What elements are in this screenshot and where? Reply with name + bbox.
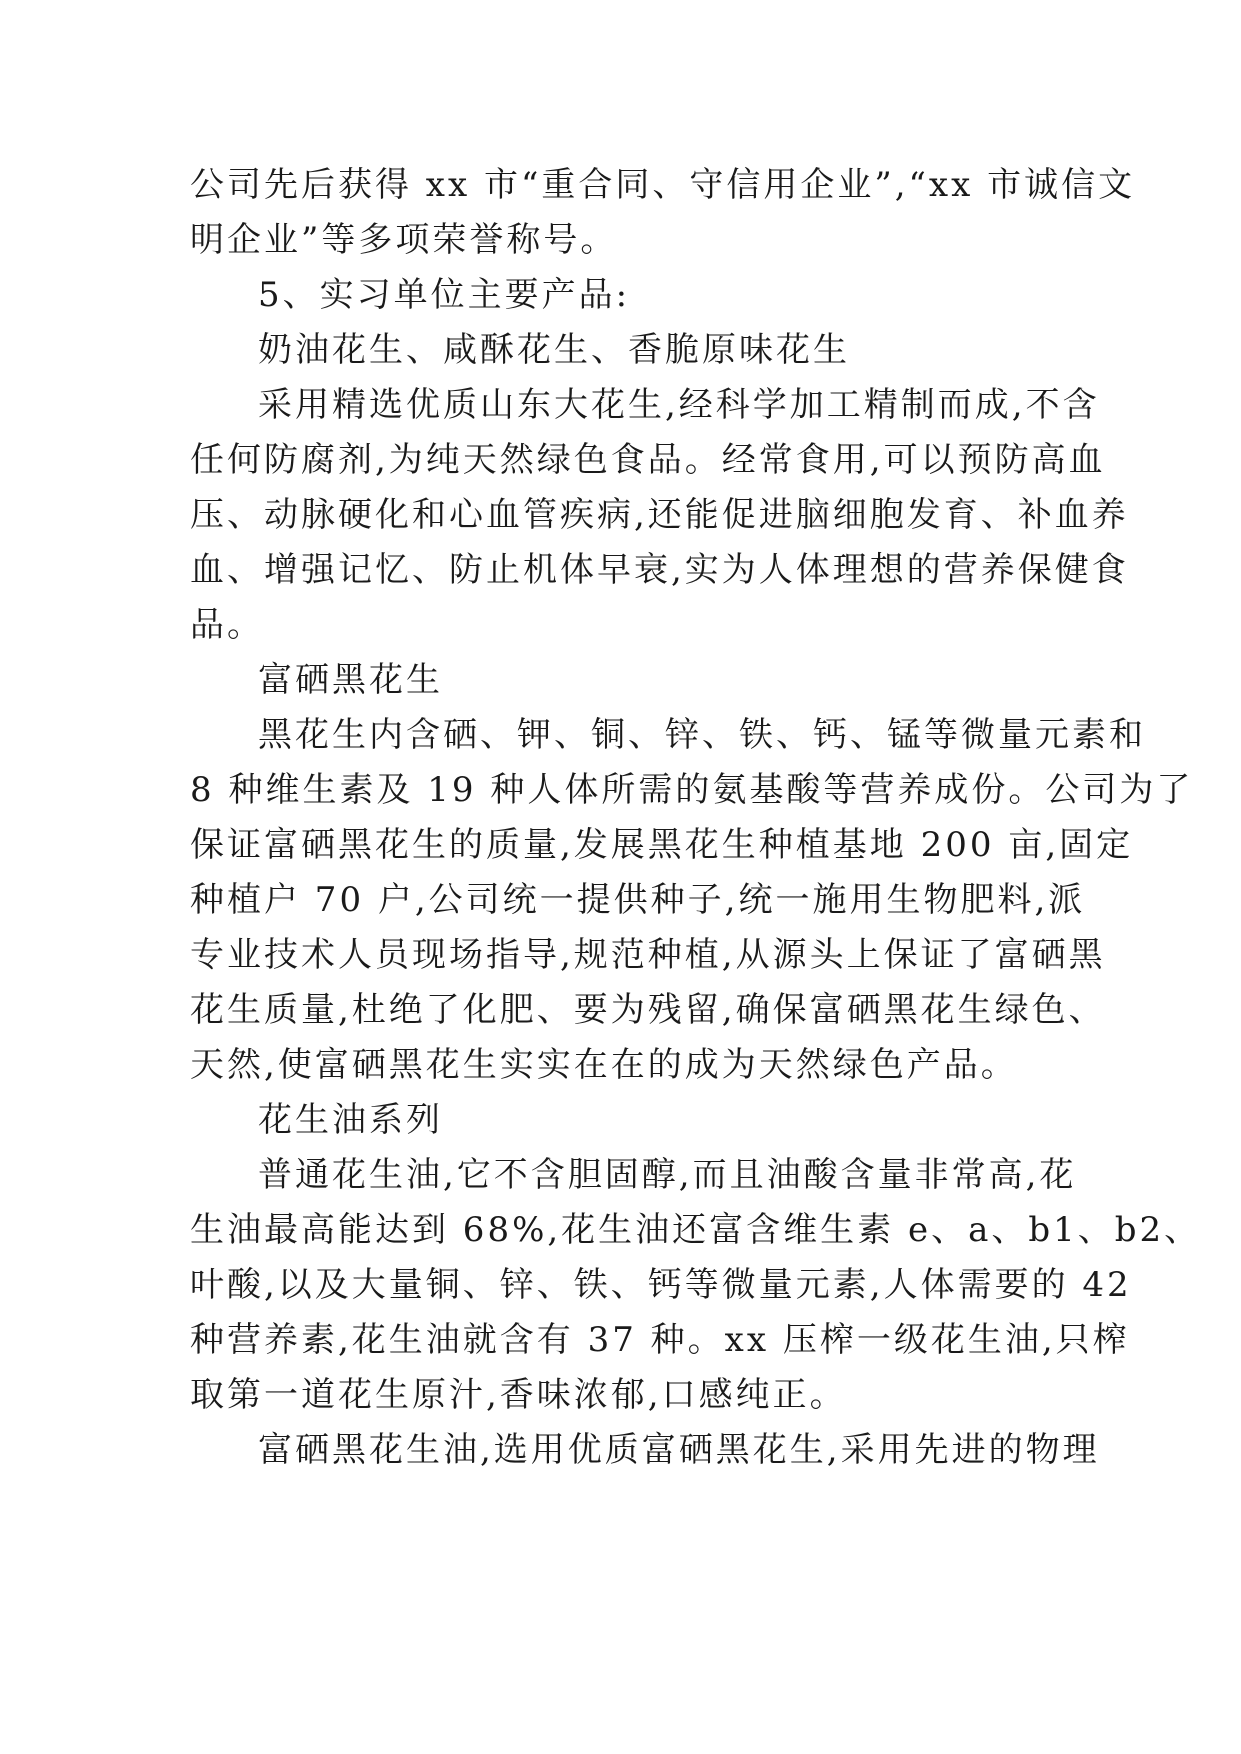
text-line — [0, 760, 1241, 820]
line-text: 富硒黑花生油,选用优质富硒黑花生,采用先进的物理 — [258, 1430, 1100, 1470]
text-line — [0, 1145, 1241, 1205]
text-line — [0, 485, 1241, 545]
text-line — [0, 1365, 1241, 1425]
line-text: 8 种维生素及 19 种人体所需的氨基酸等营养成份。公司为了 — [190, 770, 1194, 810]
text-line — [0, 815, 1241, 875]
line-text: 采用精选优质山东大花生,经科学加工精制而成,不含 — [258, 385, 1100, 425]
text-line — [0, 1035, 1241, 1095]
line-text: 明企业”等多项荣誉称号。 — [190, 220, 618, 260]
text-line — [0, 1090, 1241, 1150]
line-text: 黑花生内含硒、钾、铜、锌、铁、钙、锰等微量元素和 — [258, 715, 1146, 755]
line-text: 叶酸,以及大量铜、锌、铁、钙等微量元素,人体需要的 42 — [190, 1265, 1132, 1305]
text-line — [0, 1420, 1241, 1480]
text-line — [0, 210, 1241, 270]
text-line — [0, 705, 1241, 765]
text-line — [0, 870, 1241, 930]
text-line — [0, 1200, 1241, 1260]
text-line — [0, 430, 1241, 490]
line-text: 奶油花生、咸酥花生、香脆原味花生 — [258, 330, 850, 370]
line-text: 生油最高能达到 68%,花生油还富含维生素 e、a、b1、b2、 — [190, 1210, 1202, 1250]
text-line — [0, 650, 1241, 710]
line-text: 血、增强记忆、防止机体早衰,实为人体理想的营养保健食 — [190, 550, 1129, 590]
text-line — [0, 155, 1241, 215]
line-text: 种营养素,花生油就含有 37 种。xx 压榨一级花生油,只榨 — [190, 1320, 1130, 1360]
line-text: 压、动脉硬化和心血管疾病,还能促进脑细胞发育、补血养 — [190, 495, 1129, 535]
line-text: 公司先后获得 xx 市“重合同、守信用企业”,“xx 市诚信文 — [190, 165, 1136, 205]
text-line — [0, 375, 1241, 435]
text-line — [0, 320, 1241, 380]
line-text: 花生质量,杜绝了化肥、要为残留,确保富硒黑花生绿色、 — [190, 990, 1106, 1030]
line-text: 花生油系列 — [258, 1100, 443, 1140]
text-line — [0, 1310, 1241, 1370]
line-text: 取第一道花生原汁,香味浓郁,口感纯正。 — [190, 1375, 847, 1415]
line-text: 专业技术人员现场指导,规范种植,从源头上保证了富硒黑 — [190, 935, 1106, 975]
text-line — [0, 540, 1241, 600]
text-line — [0, 1255, 1241, 1315]
text-line — [0, 980, 1241, 1040]
line-text: 保证富硒黑花生的质量,发展黑花生种植基地 200 亩,固定 — [190, 825, 1134, 865]
line-text: 富硒黑花生 — [258, 660, 443, 700]
text-line — [0, 265, 1241, 325]
line-text: 品。 — [190, 605, 264, 645]
line-text: 任何防腐剂,为纯天然绿色食品。经常食用,可以预防高血 — [190, 440, 1106, 480]
line-text: 种植户 70 户,公司统一提供种子,统一施用生物肥料,派 — [190, 880, 1086, 920]
line-text: 普通花生油,它不含胆固醇,而且油酸含量非常高,花 — [258, 1155, 1077, 1195]
line-text: 5、实习单位主要产品: — [258, 275, 631, 315]
line-text: 天然,使富硒黑花生实实在在的成为天然绿色产品。 — [190, 1045, 1018, 1085]
text-line — [0, 925, 1241, 985]
text-line — [0, 595, 1241, 655]
